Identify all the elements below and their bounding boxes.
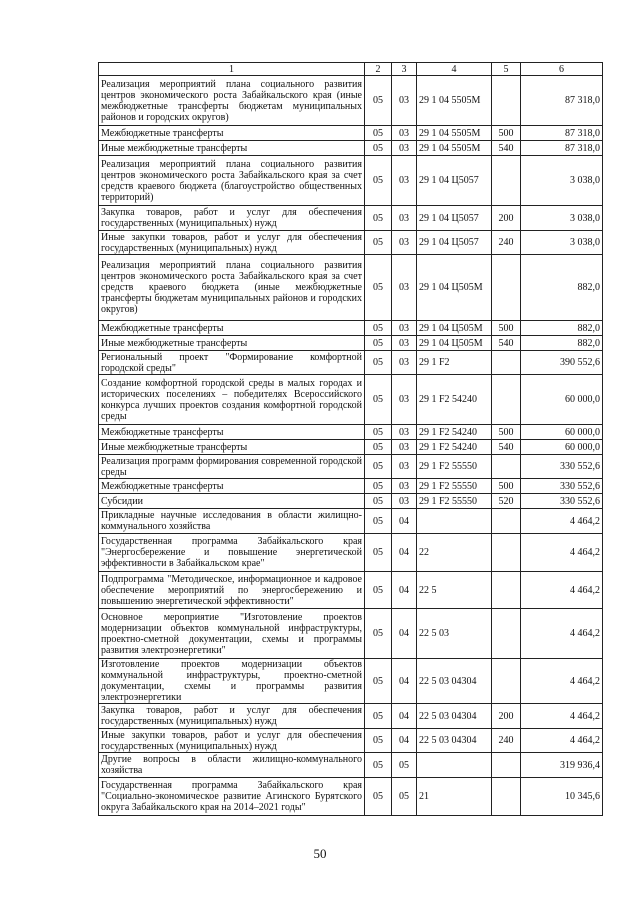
cell-target-article: 29 1 F2 54240 — [417, 440, 492, 455]
cell-expense-name: Иные закупки товаров, работ и услуг для обеспечения государственных (муниципальных) нужд — [99, 729, 365, 753]
cell-expense-name: Государственная программа Забайкальского края "Социально-экономическое развитие Агинского Бурятского округа Забайкальского края на 2014–2021 годы" — [99, 778, 365, 816]
cell-expense-type: 200 — [492, 206, 521, 231]
cell-expense-name: Основное мероприятие "Изготовление проектов модернизации объектов коммунальной инфраструктуры, проектно-сметной документации, схемы и программы развития электроэнергетики" — [99, 609, 365, 659]
cell-expense-type: 500 — [492, 479, 521, 494]
cell-expense-name: Реализация мероприятий плана социального развития центров экономического роста Забайкальского края за счет средств краевого бюджета (благоустройство общественных территорий) — [99, 156, 365, 206]
cell-subsection: 03 — [392, 255, 417, 321]
cell-expense-type — [492, 156, 521, 206]
cell-target-article: 29 1 F2 54240 — [417, 425, 492, 440]
cell-section: 05 — [365, 231, 392, 255]
cell-subsection: 03 — [392, 425, 417, 440]
cell-amount: 4 464,2 — [521, 509, 603, 534]
cell-expense-name: Создание комфортной городской среды в малых городах и исторических поселениях – победителях Всероссийского конкурса лучших проектов создания комфортной городской среды — [99, 375, 365, 425]
cell-subsection: 03 — [392, 231, 417, 255]
cell-target-article: 29 1 04 Ц505M — [417, 336, 492, 351]
table-row — [99, 425, 603, 440]
table-row — [99, 440, 603, 455]
cell-target-article: 22 5 03 04304 — [417, 704, 492, 729]
cell-expense-type — [492, 455, 521, 479]
cell-section: 05 — [365, 534, 392, 572]
cell-subsection: 03 — [392, 351, 417, 375]
cell-expense-name: Изготовление проектов модернизации объектов коммунальной инфраструктуры, проектно-сметной документации, схемы и программы развития электроэнергетики — [99, 659, 365, 704]
table-row — [99, 509, 603, 534]
cell-amount: 4 464,2 — [521, 534, 603, 572]
cell-amount: 882,0 — [521, 321, 603, 336]
cell-expense-name: Межбюджетные трансферты — [99, 126, 365, 141]
cell-target-article: 29 1 F2 55550 — [417, 494, 492, 509]
table-body — [99, 76, 603, 816]
cell-amount: 87 318,0 — [521, 76, 603, 126]
cell-target-article — [417, 509, 492, 534]
table-row — [99, 479, 603, 494]
cell-target-article: 29 1 04 5505M — [417, 76, 492, 126]
cell-amount: 87 318,0 — [521, 126, 603, 141]
cell-expense-name: Иные межбюджетные трансферты — [99, 336, 365, 351]
cell-amount: 60 000,0 — [521, 375, 603, 425]
table-row — [99, 336, 603, 351]
table-row — [99, 156, 603, 206]
cell-section: 05 — [365, 729, 392, 753]
cell-target-article: 29 1 04 5505M — [417, 141, 492, 156]
table-row — [99, 375, 603, 425]
cell-subsection: 04 — [392, 609, 417, 659]
table-row — [99, 704, 603, 729]
cell-expense-name: Закупка товаров, работ и услуг для обеспечения государственных (муниципальных) нужд — [99, 206, 365, 231]
table-row — [99, 494, 603, 509]
cell-section: 05 — [365, 206, 392, 231]
column-header: 4 — [417, 63, 492, 76]
cell-subsection: 03 — [392, 494, 417, 509]
cell-target-article: 29 1 04 Ц5057 — [417, 206, 492, 231]
cell-subsection: 04 — [392, 659, 417, 704]
table-row — [99, 206, 603, 231]
cell-target-article: 22 5 03 — [417, 609, 492, 659]
cell-subsection: 03 — [392, 440, 417, 455]
cell-subsection: 04 — [392, 534, 417, 572]
cell-amount: 87 318,0 — [521, 141, 603, 156]
cell-amount: 4 464,2 — [521, 659, 603, 704]
cell-section: 05 — [365, 255, 392, 321]
table-row — [99, 455, 603, 479]
cell-section: 05 — [365, 455, 392, 479]
cell-expense-name: Другие вопросы в области жилищно-коммунального хозяйства — [99, 753, 365, 778]
cell-amount: 3 038,0 — [521, 156, 603, 206]
cell-section: 05 — [365, 336, 392, 351]
cell-expense-type — [492, 351, 521, 375]
cell-expense-name: Реализация мероприятий плана социального развития центров экономического роста Забайкальского края за счет средств краевого бюджета (иные межбюджетные трансферты бюджетам муниципальных районов и городских округов) — [99, 255, 365, 321]
cell-amount: 60 000,0 — [521, 440, 603, 455]
cell-amount: 4 464,2 — [521, 609, 603, 659]
cell-amount: 882,0 — [521, 336, 603, 351]
table-row — [99, 534, 603, 572]
budget-table — [98, 62, 603, 816]
cell-expense-type: 520 — [492, 494, 521, 509]
cell-subsection: 03 — [392, 206, 417, 231]
cell-expense-name: Прикладные научные исследования в области жилищно-коммунального хозяйства — [99, 509, 365, 534]
table-row — [99, 255, 603, 321]
cell-subsection: 03 — [392, 126, 417, 141]
cell-amount: 330 552,6 — [521, 455, 603, 479]
cell-expense-type — [492, 609, 521, 659]
cell-subsection: 03 — [392, 375, 417, 425]
column-header: 3 — [392, 63, 417, 76]
table-row — [99, 729, 603, 753]
table-header-row — [99, 63, 603, 76]
cell-amount: 3 038,0 — [521, 206, 603, 231]
cell-expense-type: 200 — [492, 704, 521, 729]
cell-expense-type: 240 — [492, 231, 521, 255]
cell-expense-type: 240 — [492, 729, 521, 753]
cell-expense-type — [492, 659, 521, 704]
cell-section: 05 — [365, 509, 392, 534]
cell-expense-type — [492, 534, 521, 572]
cell-expense-type — [492, 375, 521, 425]
column-header: 6 — [521, 63, 603, 76]
cell-amount: 4 464,2 — [521, 704, 603, 729]
cell-expense-type: 500 — [492, 425, 521, 440]
cell-subsection: 03 — [392, 336, 417, 351]
cell-expense-type — [492, 572, 521, 609]
table-row — [99, 231, 603, 255]
cell-expense-type — [492, 778, 521, 816]
cell-subsection: 03 — [392, 76, 417, 126]
cell-amount: 4 464,2 — [521, 572, 603, 609]
table-row — [99, 126, 603, 141]
cell-section: 05 — [365, 351, 392, 375]
cell-expense-name: Иные закупки товаров, работ и услуг для обеспечения государственных (муниципальных) нужд — [99, 231, 365, 255]
cell-section: 05 — [365, 704, 392, 729]
cell-expense-name: Реализация программ формирования современной городской среды — [99, 455, 365, 479]
cell-expense-type — [492, 76, 521, 126]
page-number: 50 — [313, 846, 327, 861]
column-header: 5 — [492, 63, 521, 76]
cell-expense-type: 500 — [492, 321, 521, 336]
cell-section: 05 — [365, 572, 392, 609]
cell-expense-type — [492, 509, 521, 534]
cell-target-article: 22 5 03 04304 — [417, 729, 492, 753]
cell-target-article: 29 1 04 5505M — [417, 126, 492, 141]
cell-section: 05 — [365, 375, 392, 425]
cell-section: 05 — [365, 494, 392, 509]
cell-section: 05 — [365, 440, 392, 455]
cell-amount: 4 464,2 — [521, 729, 603, 753]
cell-expense-name: Реализация мероприятий плана социального развития центров экономического роста Забайкальского края (иные межбюджетные трансферты бюджетам муниципальных районов и городских округов) — [99, 76, 365, 126]
cell-amount: 3 038,0 — [521, 231, 603, 255]
cell-expense-name: Субсидии — [99, 494, 365, 509]
cell-target-article: 21 — [417, 778, 492, 816]
cell-amount: 330 552,6 — [521, 479, 603, 494]
cell-target-article — [417, 753, 492, 778]
cell-target-article: 29 1 F2 55550 — [417, 455, 492, 479]
cell-subsection: 04 — [392, 729, 417, 753]
cell-subsection: 04 — [392, 572, 417, 609]
cell-subsection: 04 — [392, 509, 417, 534]
cell-section: 05 — [365, 425, 392, 440]
cell-expense-name: Государственная программа Забайкальского края "Энергосбережение и повышение энергетической эффективности в Забайкальском крае" — [99, 534, 365, 572]
table-row — [99, 141, 603, 156]
cell-section: 05 — [365, 753, 392, 778]
cell-subsection: 03 — [392, 156, 417, 206]
cell-expense-name: Закупка товаров, работ и услуг для обеспечения государственных (муниципальных) нужд — [99, 704, 365, 729]
cell-target-article: 29 1 F2 55550 — [417, 479, 492, 494]
cell-expense-type: 540 — [492, 141, 521, 156]
cell-subsection: 05 — [392, 778, 417, 816]
column-header: 2 — [365, 63, 392, 76]
cell-amount: 330 552,6 — [521, 494, 603, 509]
cell-expense-type — [492, 255, 521, 321]
cell-expense-name: Межбюджетные трансферты — [99, 321, 365, 336]
cell-section: 05 — [365, 76, 392, 126]
cell-amount: 319 936,4 — [521, 753, 603, 778]
cell-subsection: 03 — [392, 141, 417, 156]
table-row — [99, 778, 603, 816]
cell-target-article: 29 1 F2 — [417, 351, 492, 375]
cell-section: 05 — [365, 778, 392, 816]
table-row — [99, 321, 603, 336]
cell-target-article: 22 5 03 04304 — [417, 659, 492, 704]
cell-expense-name: Иные межбюджетные трансферты — [99, 141, 365, 156]
cell-expense-name: Межбюджетные трансферты — [99, 479, 365, 494]
cell-section: 05 — [365, 321, 392, 336]
cell-target-article: 22 — [417, 534, 492, 572]
cell-expense-type: 540 — [492, 440, 521, 455]
cell-target-article: 29 1 F2 54240 — [417, 375, 492, 425]
cell-section: 05 — [365, 609, 392, 659]
cell-target-article: 29 1 04 Ц505M — [417, 255, 492, 321]
cell-expense-type — [492, 753, 521, 778]
cell-expense-type: 540 — [492, 336, 521, 351]
cell-subsection: 03 — [392, 321, 417, 336]
cell-expense-name: Межбюджетные трансферты — [99, 425, 365, 440]
cell-section: 05 — [365, 479, 392, 494]
cell-section: 05 — [365, 659, 392, 704]
cell-target-article: 22 5 — [417, 572, 492, 609]
cell-expense-type: 500 — [492, 126, 521, 141]
cell-amount: 882,0 — [521, 255, 603, 321]
cell-amount: 10 345,6 — [521, 778, 603, 816]
table-row — [99, 659, 603, 704]
cell-target-article: 29 1 04 Ц5057 — [417, 156, 492, 206]
cell-subsection: 03 — [392, 479, 417, 494]
column-header: 1 — [99, 63, 365, 76]
cell-expense-name: Региональный проект "Формирование комфортной городской среды" — [99, 351, 365, 375]
cell-expense-name: Иные межбюджетные трансферты — [99, 440, 365, 455]
cell-section: 05 — [365, 141, 392, 156]
cell-amount: 60 000,0 — [521, 425, 603, 440]
table-row — [99, 609, 603, 659]
cell-subsection: 03 — [392, 455, 417, 479]
table-row — [99, 753, 603, 778]
table-row — [99, 76, 603, 126]
cell-subsection: 04 — [392, 704, 417, 729]
cell-target-article: 29 1 04 Ц505M — [417, 321, 492, 336]
cell-subsection: 05 — [392, 753, 417, 778]
table-row — [99, 572, 603, 609]
cell-target-article: 29 1 04 Ц5057 — [417, 231, 492, 255]
cell-section: 05 — [365, 126, 392, 141]
cell-amount: 390 552,6 — [521, 351, 603, 375]
cell-expense-name: Подпрограмма "Методическое, информационное и кадровое обеспечение мероприятий по энергосбережению и повышению энергетической эффективности" — [99, 572, 365, 609]
table-row — [99, 351, 603, 375]
cell-section: 05 — [365, 156, 392, 206]
